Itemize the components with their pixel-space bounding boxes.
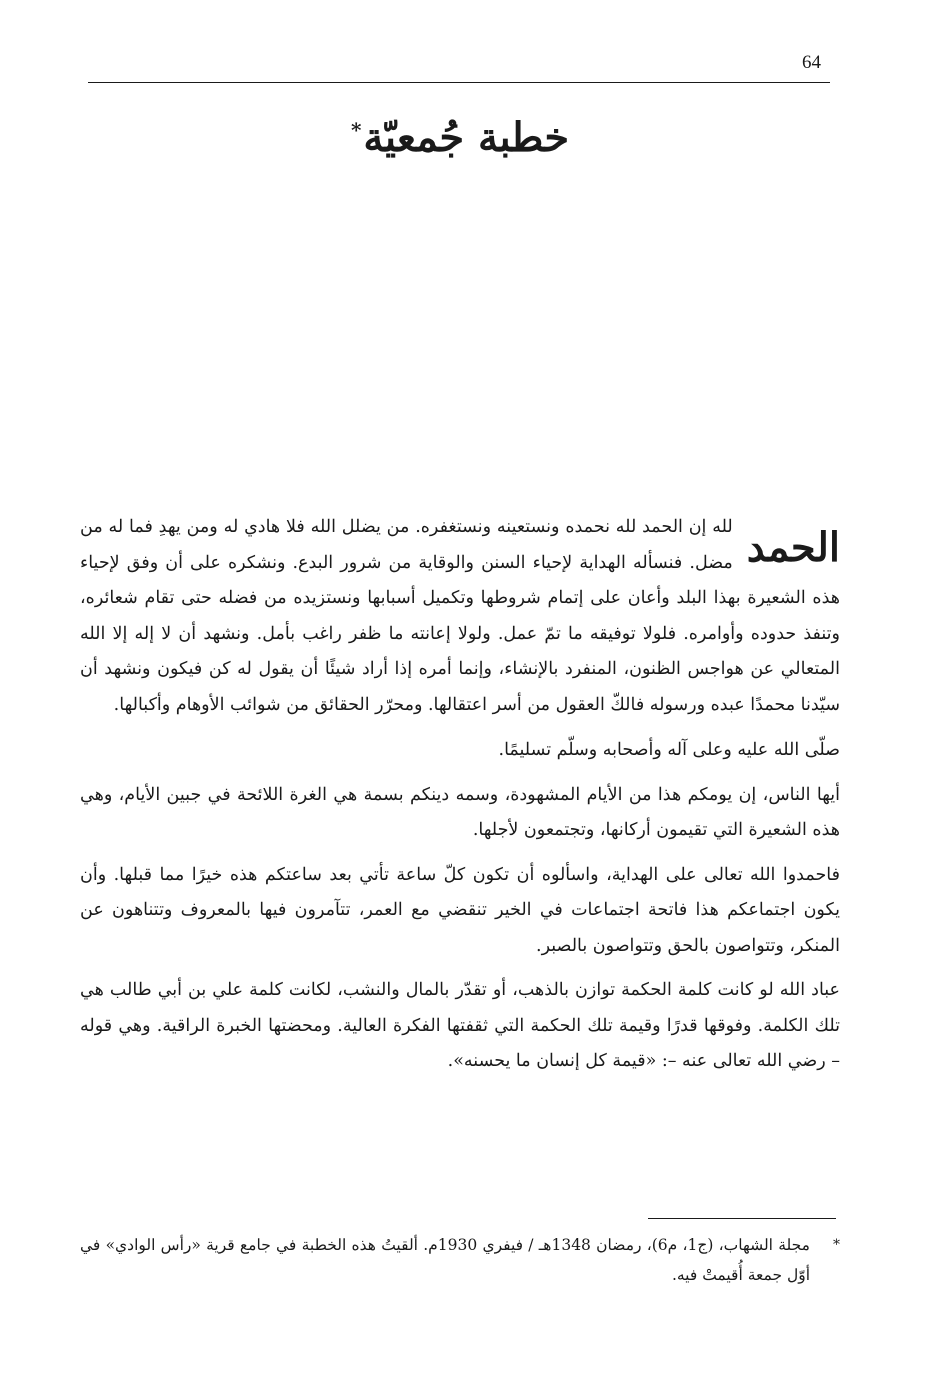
paragraph-salutation: صلّى الله عليه وعلى آله وأصحابه وسلّم تسليمًا. <box>498 740 840 760</box>
paragraph-wisdom: عباد الله لو كانت كلمة الحكمة توازن بالذهب، أو تقدّر بالمال والنشب، لكانت كلمة علي بن أبي طالب هي تلك الكلمة. وفوقها قدرًا وقيمة تلك الحكمة التي ثقفتها الفكرة العالية. ومحضتها الخبرة الراقية. وهي قوله – رضي الله تعالى عنه –: «قيمة كل إنسان ما يحسنه». <box>80 980 840 1071</box>
paragraph-opening <box>80 510 840 723</box>
paragraph-praise: فاحمدوا الله تعالى على الهداية، واسألوه أن تكون كلّ ساعة تأتي بعد ساعتكم هذه خيرًا مما قبلها. وأن يكون اجتماعكم هذا فاتحة اجتماعات في الخير تنقضي مع العمر، تتآمرون فيها بالمعروف وتتناهون عن المنكر، وتتواصون بالحق وتتواصون بالصبر. <box>80 864 840 956</box>
dropcap: الحمد <box>746 524 840 571</box>
paragraph-text: لله إن الحمد لله نحمده ونستعينه ونستغفره. من يضلل الله فلا هادي له ومن يهدِ فما له من مضل. فنسأله الهداية لإحياء السنن والوقاية من شرور البدع. ونشكره على أن وفق لإحياء هذه الشعيرة بهذا البلد وأعان على إتمام شروطها وتكميل أسبابها ونستزيده من فضله حتى تقام شعائره، وتنفذ حدوده وأوامره. فلولا توفيقه ما تمّ عمل. ولولا إعانته ما ظفر راغب بأمل. ونشهد أن لا إله إلا الله المتعالي عن هواجس الظنون، المنفرد بالإنشاء، وإنما أمره إذا أراد شيئًا أن يقول له كن فيكون ونشهد أن سيّدنا محمدًا عبده ورسوله فالكّ العقول من أسر اعتقالها. ومحرّر الحقائق من شوائب الأوهام وأكبالها. <box>80 517 841 715</box>
footnote-rule <box>648 1218 836 1219</box>
footnote <box>80 1230 840 1290</box>
page-number: 64 <box>802 52 821 73</box>
page-title <box>80 114 840 161</box>
title-text: خطبة جُمعيّة <box>363 114 570 161</box>
sermon-body <box>80 510 840 1089</box>
title-footnote-marker: * <box>350 117 362 142</box>
paragraph-people: أيها الناس، إن يومكم هذا من الأيام المشهودة، وسمه دينكم بسمة هي الغرة اللائحة في جبين الأيام، وهي هذه الشعيرة التي تقيمون أركانها، وتجتمعون لأجلها. <box>80 784 840 840</box>
footnote-text: مجلة الشهاب، (ج1، م6)، رمضان 1348هـ / فيفري 1930م. ألقيتُ هذه الخطبة في جامع قرية «رأس الوادي» في أوّل جمعة أُقيمتْ فيه. <box>80 1236 810 1284</box>
footnote-marker: * <box>833 1237 840 1253</box>
header-rule <box>88 82 830 83</box>
